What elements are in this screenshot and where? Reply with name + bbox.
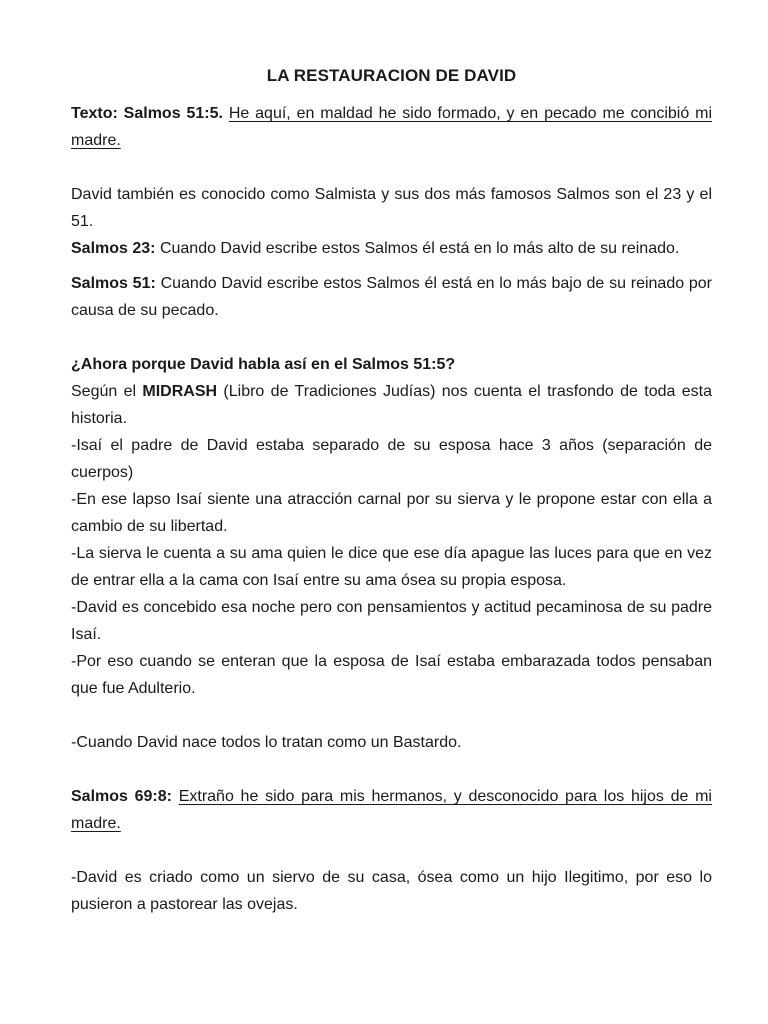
- salmo23-paragraph: [71, 235, 712, 262]
- midrash-paragraph: [71, 378, 712, 432]
- point-2: -En ese lapso Isaí siente una atracción carnal por su sierva y le propone estar con ella a cambio de su libertad.: [71, 491, 712, 535]
- intro-paragraph: David también es conocido como Salmista y sus dos más famosos Salmos son el 23 y el 51.: [71, 186, 712, 230]
- salmo51-label: Salmos 51:: [71, 275, 156, 292]
- salmo69-quote: Extraño he sido para mis hermanos, y desconocido para los hijos de mi madre.: [71, 788, 712, 832]
- midrash-post: (Libro de Tradiciones Judías) nos cuenta el trasfondo de toda esta historia.: [71, 383, 712, 427]
- salmo69-paragraph: [71, 783, 712, 837]
- salmo23-label: Salmos 23:: [71, 240, 156, 257]
- criado-paragraph: -David es criado como un siervo de su casa, ósea como un hijo Ilegitimo, por eso lo pusieron a pastorear las ovejas.: [71, 869, 712, 913]
- question-text: ¿Ahora porque David habla así en el Salmos 51:5?: [71, 356, 456, 373]
- midrash-bold: MIDRASH: [142, 383, 218, 400]
- page-title: LA RESTAURACION DE DAVID: [266, 66, 517, 85]
- salmo69-label: Salmos 69:8:: [71, 788, 172, 805]
- point-1: -Isaí el padre de David estaba separado de su esposa hace 3 años (separación de cuerpos): [71, 437, 712, 481]
- texto-paragraph: [71, 100, 712, 154]
- bastardo-paragraph: -Cuando David nace todos lo tratan como un Bastardo.: [71, 734, 462, 751]
- point-5: -Por eso cuando se enteran que la esposa de Isaí estaba embarazada todos pensaban que fue Adulterio.: [71, 653, 712, 697]
- point-4: -David es concebido esa noche pero con pensamientos y actitud pecaminosa de su padre Isaí.: [71, 599, 712, 643]
- midrash-pre: Según el: [71, 383, 137, 400]
- salmo51-paragraph: [71, 270, 712, 324]
- point-3: -La sierva le cuenta a su ama quien le dice que ese día apague las luces para que en vez de entrar ella a la cama con Isaí entre su ama ósea su propia esposa.: [71, 545, 712, 589]
- texto-quote: He aquí, en maldad he sido formado, y en pecado me concibió mi madre.: [71, 105, 712, 149]
- salmo51-text: Cuando David escribe estos Salmos él está en lo más bajo de su reinado por causa de su pecado.: [71, 275, 712, 319]
- texto-label: Texto: Salmos 51:5.: [71, 105, 223, 122]
- salmo23-text: Cuando David escribe estos Salmos él está en lo más alto de su reinado.: [159, 240, 680, 257]
- question-heading: [71, 351, 712, 378]
